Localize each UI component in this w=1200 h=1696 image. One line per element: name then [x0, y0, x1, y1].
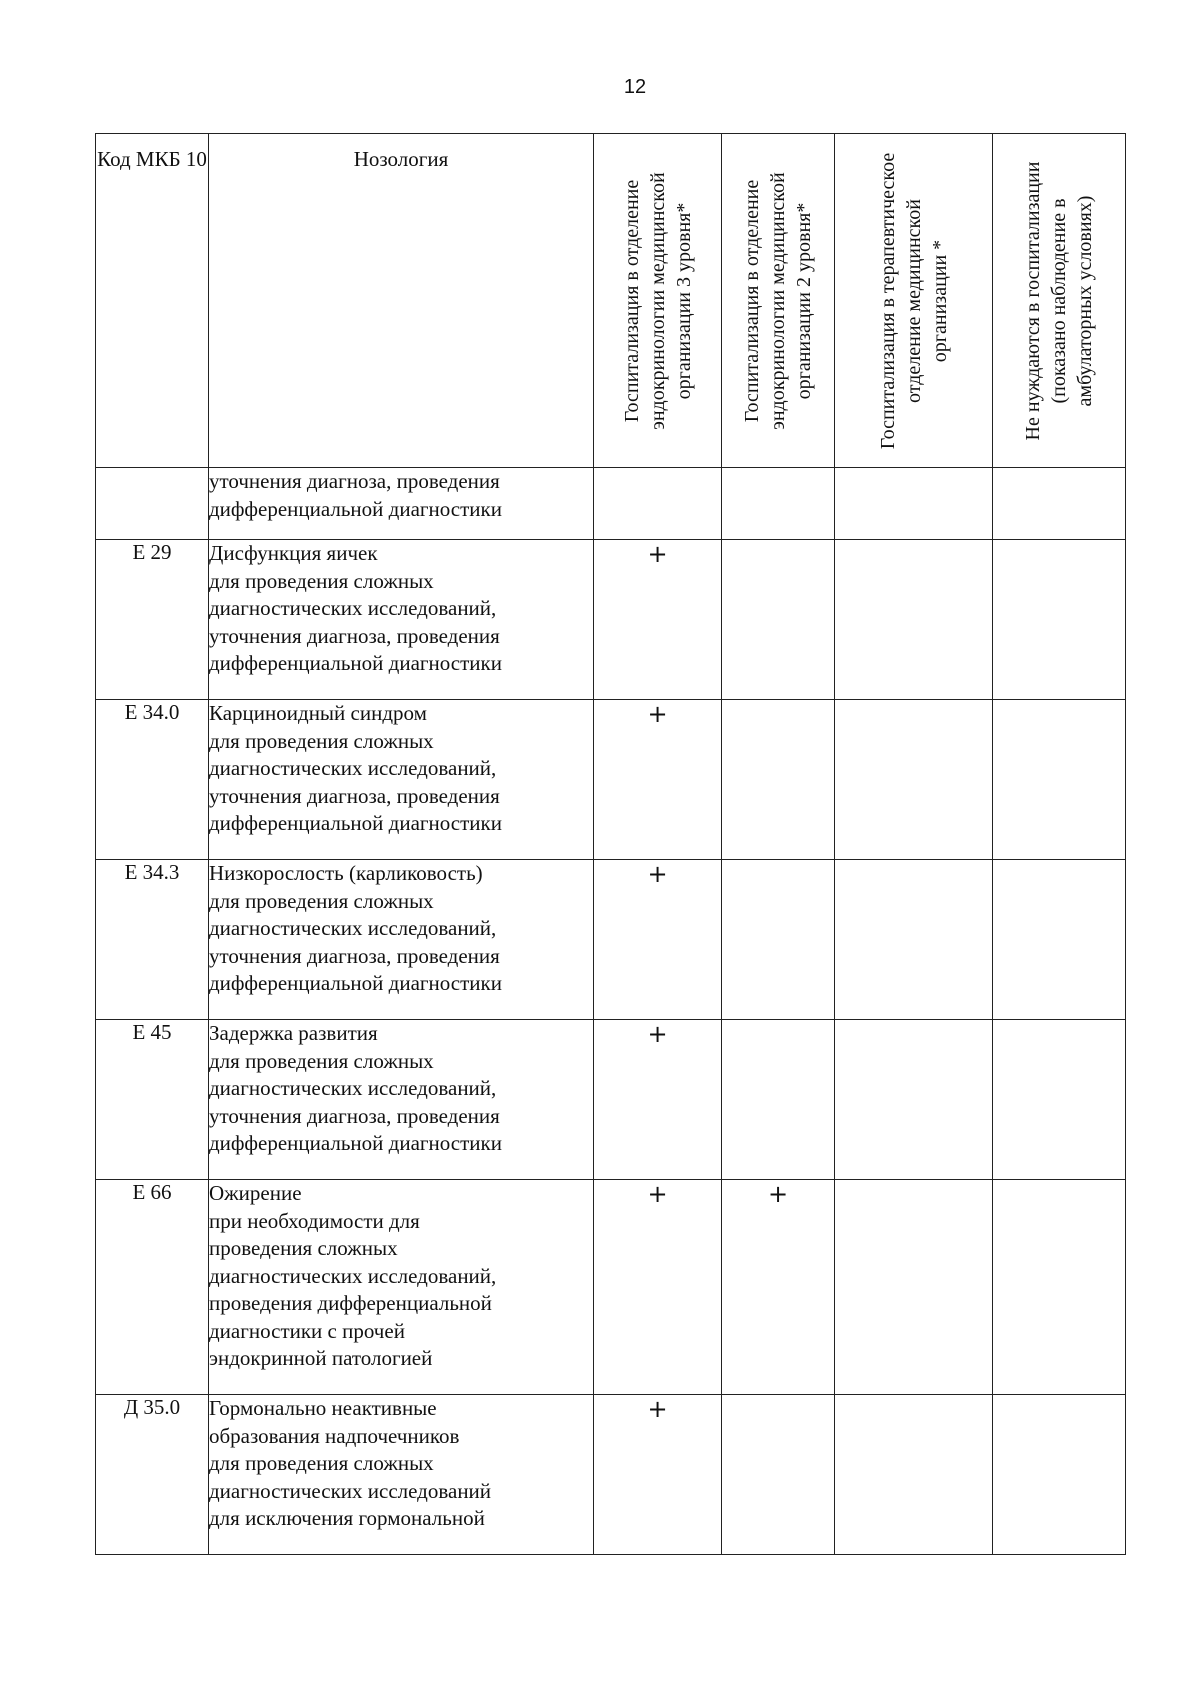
nosology-line: уточнения диагноза, проведения — [209, 469, 500, 493]
table-row — [96, 700, 1126, 860]
level3-mark-cell — [594, 468, 722, 540]
therapy-mark-cell — [835, 540, 993, 700]
table-row — [96, 860, 1126, 1020]
level2-mark-cell — [722, 468, 835, 540]
table-row — [96, 1180, 1126, 1395]
nosology-line: для проведения сложных — [209, 888, 434, 913]
header-level2-text: Госпитализация в отделение эндокринологии медицинской организации 2 уровня* — [741, 171, 815, 430]
table-row — [96, 1395, 1126, 1555]
level3-mark-cell: + — [594, 860, 722, 1020]
header-level3 — [594, 134, 722, 468]
therapy-mark-cell — [835, 1180, 993, 1395]
icd-code-cell: Е 34.0 — [96, 700, 209, 860]
nosology-line: диагностических исследований, — [209, 756, 497, 780]
level3-mark-cell: + — [594, 1395, 722, 1555]
nosology-line: для проведения сложных — [209, 728, 434, 753]
outpatient-mark-cell — [993, 860, 1126, 1020]
nosology-line: диагностических исследований, — [209, 1076, 497, 1100]
outpatient-mark-cell — [993, 700, 1126, 860]
nosology-line: Низкорослость (карликовость) — [209, 861, 483, 885]
header-code: Код МКБ 10 — [96, 134, 209, 468]
nosology-line: при необходимости для — [209, 1208, 420, 1233]
table-row — [96, 1020, 1126, 1180]
table-row — [96, 540, 1126, 700]
page-number: 12 — [623, 76, 647, 98]
nosology-line: уточнения диагноза, проведения — [209, 783, 500, 808]
outpatient-mark-cell — [993, 540, 1126, 700]
level3-mark-cell: + — [594, 1020, 722, 1180]
nosology-line: дифференциальной диагностики — [209, 971, 502, 995]
outpatient-mark-cell — [993, 468, 1126, 540]
header-row — [96, 134, 1126, 468]
outpatient-mark-cell — [993, 1180, 1126, 1395]
nosology-line: диагностических исследований — [209, 1478, 492, 1503]
nosology-line: диагностики с прочей — [209, 1318, 405, 1343]
nosology-line: эндокринной патологией — [209, 1346, 433, 1370]
nosology-line: проведения дифференциальной — [209, 1291, 492, 1315]
outpatient-mark-cell — [993, 1020, 1126, 1180]
level2-mark-cell: + — [722, 1180, 835, 1395]
nosology-line: Карциноидный синдром — [209, 701, 427, 725]
header-outpatient — [993, 134, 1126, 468]
outpatient-mark-cell — [993, 1395, 1126, 1555]
nosology-line: для проведения сложных — [209, 1048, 434, 1073]
nosology-line: для проведения сложных — [209, 1451, 434, 1475]
therapy-mark-cell — [835, 468, 993, 540]
level3-mark-cell: + — [594, 700, 722, 860]
level3-mark-cell: + — [594, 540, 722, 700]
nosology-cell — [209, 540, 594, 700]
therapy-mark-cell — [835, 1020, 993, 1180]
nosology-line: Гормонально неактивные — [209, 1396, 437, 1420]
level2-mark-cell — [722, 540, 835, 700]
level3-mark-cell: + — [594, 1180, 722, 1395]
therapy-mark-cell — [835, 700, 993, 860]
icd-code-cell: Е 45 — [96, 1020, 209, 1180]
nosology-line: диагностических исследований, — [209, 916, 497, 940]
icd-code-cell: Е 34.3 — [96, 860, 209, 1020]
nosology-line: уточнения диагноза, проведения — [209, 623, 500, 648]
icd-code-cell: Е 66 — [96, 1180, 209, 1395]
level2-mark-cell — [722, 1395, 835, 1555]
level2-mark-cell — [722, 700, 835, 860]
therapy-mark-cell — [835, 860, 993, 1020]
nosology-line: дифференциальной диагностики — [209, 1131, 502, 1155]
level2-mark-cell — [722, 860, 835, 1020]
header-level2 — [722, 134, 835, 468]
icd-code-cell — [96, 468, 209, 540]
nosology-line: Дисфункция яичек — [209, 541, 378, 565]
nosology-cell — [209, 1020, 594, 1180]
nosology-cell — [209, 700, 594, 860]
nosology-line: проведения сложных — [209, 1236, 398, 1260]
header-therapy — [835, 134, 993, 468]
nosology-line: для проведения сложных — [209, 568, 434, 593]
nosology-line: Ожирение — [209, 1181, 302, 1205]
header-nosology: Нозология — [209, 134, 594, 468]
nosology-line: уточнения диагноза, проведения — [209, 1103, 500, 1128]
nosology-line: дифференциальной диагностики — [209, 496, 502, 521]
nosology-line: диагностических исследований, — [209, 596, 497, 620]
nosology-cell — [209, 1395, 594, 1555]
level2-mark-cell — [722, 1020, 835, 1180]
nosology-line: дифференциальной диагностики — [209, 651, 502, 675]
nosology-line: образования надпочечников — [209, 1423, 460, 1448]
therapy-mark-cell — [835, 1395, 993, 1555]
nosology-line: диагностических исследований, — [209, 1263, 497, 1288]
nosology-line: дифференциальной диагностики — [209, 811, 502, 835]
nosology-line: Задержка развития — [209, 1021, 378, 1045]
nosology-table — [95, 133, 1126, 1555]
nosology-cell — [209, 468, 594, 540]
icd-code-cell: Е 29 — [96, 540, 209, 700]
nosology-line: для исключения гормональной — [209, 1506, 485, 1530]
icd-code-cell: Д 35.0 — [96, 1395, 209, 1555]
nosology-line: уточнения диагноза, проведения — [209, 943, 500, 968]
header-outpatient-text: Не нуждаются в госпитализации (показано наблюдение в амбулаторных условиях) — [1022, 161, 1096, 440]
header-therapy-text: Госпитализация в терапевтическое отделение медицинской организации * — [876, 152, 951, 449]
nosology-cell — [209, 860, 594, 1020]
nosology-cell — [209, 1180, 594, 1395]
header-level3-text: Госпитализация в отделение эндокринологии медицинской организации 3 уровня* — [620, 171, 695, 430]
table-row — [96, 468, 1126, 540]
